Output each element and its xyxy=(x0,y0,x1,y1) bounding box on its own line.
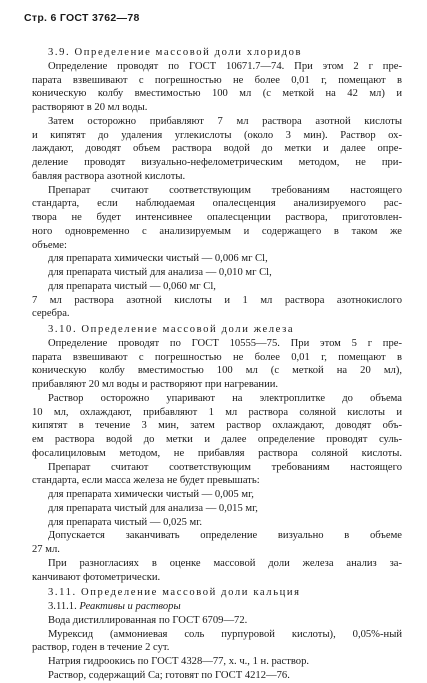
text-line: Определение проводят по ГОСТ 10671.7—74. При этом 2 г пре- xyxy=(48,60,402,72)
section-s39 xyxy=(32,46,402,321)
text-line: для препарата чистый — 0,060 мг Cl, xyxy=(48,280,216,292)
text-line: для препарата чистый для анализа — 0,015 мг, xyxy=(48,502,258,514)
text-line: Препарат считают соответствующим требованиям настоящего xyxy=(48,184,402,196)
text-line: лаждают, доводят объем раствора водой до метки и далее опре- xyxy=(32,143,402,155)
text-line: ного одновременно с анализируемым и содержащего в таком же xyxy=(32,225,402,237)
text-line: стандарта, если наблюдаемая опалесценция анализируемого рас- xyxy=(32,198,402,210)
text-line: для препарата чистый — 0,025 мг. xyxy=(48,516,203,528)
text-line: 10 мл, охлаждают, прибавляют 1 мл раствора соляной кислоты и xyxy=(32,406,402,418)
text-line: канчивают фотометрически. xyxy=(32,571,161,583)
text-line: Затем осторожно прибавляют 7 мл раствора азотной кислоты xyxy=(48,115,402,127)
text-line: коническую колбу вместимостью 100 мл (с меткой на 42 мл) и xyxy=(32,88,402,100)
section-s310 xyxy=(32,323,402,584)
text-line: для препарата химически чистый — 0,005 мг, xyxy=(48,489,254,500)
text-line: объеме: xyxy=(32,239,67,251)
text-line: и кипятят до удаления углекислоты (около 3 мин). Раствор ох- xyxy=(32,129,402,141)
text-line: Препарат считают соответствующим требованиям настоящего xyxy=(48,461,402,473)
text-line: бавляя раствора азотной кислоты. xyxy=(32,170,186,182)
text-line: Вода дистиллированная по ГОСТ 6709—72. xyxy=(48,614,248,626)
text-line: Натрия гидроокись по ГОСТ 4328—77, х. ч., 1 н. раствор. xyxy=(48,656,310,667)
section-s311 xyxy=(32,586,402,682)
text-line: Раствор осторожно упаривают на электроплитке до объема xyxy=(48,392,402,404)
section-heading: 3.9. Определение массовой доли хлоридов xyxy=(48,47,303,58)
text-line: раствор, годен в течение 2 сут. xyxy=(32,642,170,654)
text-line: ем раствора водой до метки и далее определение проводят суль- xyxy=(32,434,402,445)
text-line: прибавляют 20 мл воды и растворяют при нагревании. xyxy=(32,379,279,390)
text-line: фосалициловым методом, не прибавляя раствора соляной кислоты. xyxy=(32,447,402,459)
text-line: При разногласиях в оценке массовой доли железа анализ за- xyxy=(48,557,402,569)
text-line: для препарата чистый для анализа — 0,010 мг Cl, xyxy=(48,267,272,278)
text-line: парата взвешивают с погрешностью не более 0,01 г, помещают в xyxy=(32,74,402,86)
text-line: коническую колбу вместимостью 100 мл (с меткой на 20 мл), xyxy=(32,365,402,377)
page-header: Стр. 6 ГОСТ 3762—78 xyxy=(24,12,140,24)
text-line: 7 мл раствора азотной кислоты и 1 мл раствора азотнокислого xyxy=(32,294,402,306)
document-body xyxy=(32,46,402,683)
text-line: Мурексид (аммониевая соль пурпуровой кислоты), 0,05%-ный xyxy=(48,628,402,640)
text-line: Раствор, содержащий Ca; готовят по ГОСТ 4212—76. xyxy=(48,669,290,681)
text-line: растворяют в 20 мл воды. xyxy=(32,102,148,113)
text-line: Допускается заканчивать определение визуально в объеме xyxy=(48,530,402,542)
text-line: серебра. xyxy=(32,308,70,320)
text-line: Определение проводят по ГОСТ 10555—75. При этом 5 г пре- xyxy=(48,337,402,349)
text-line: 3.11.1. Реактивы и растворы xyxy=(48,601,181,612)
text-line: для препарата химически чистый — 0,006 мг Cl, xyxy=(48,253,268,265)
text-line: кипятят в течение 3 мин, затем раствор охлаждают, доводят объ- xyxy=(32,420,402,432)
text-line: 27 мл. xyxy=(32,544,60,555)
text-line: парата взвешивают с погрешностью не более 0,01 г, помещают в xyxy=(32,351,402,363)
text-line: твора не будет интенсивнее опалесценции раствора, приготовлен- xyxy=(32,212,402,223)
section-heading: 3.10. Определение массовой доли железа xyxy=(48,324,295,335)
text-line: стандарта, если масса железа не будет превышать: xyxy=(32,475,260,487)
text-line: деление проводят визуально-нефелометрическим методом, не при- xyxy=(32,157,402,168)
section-heading: 3.11. Определение массовой доли кальция xyxy=(48,587,301,599)
